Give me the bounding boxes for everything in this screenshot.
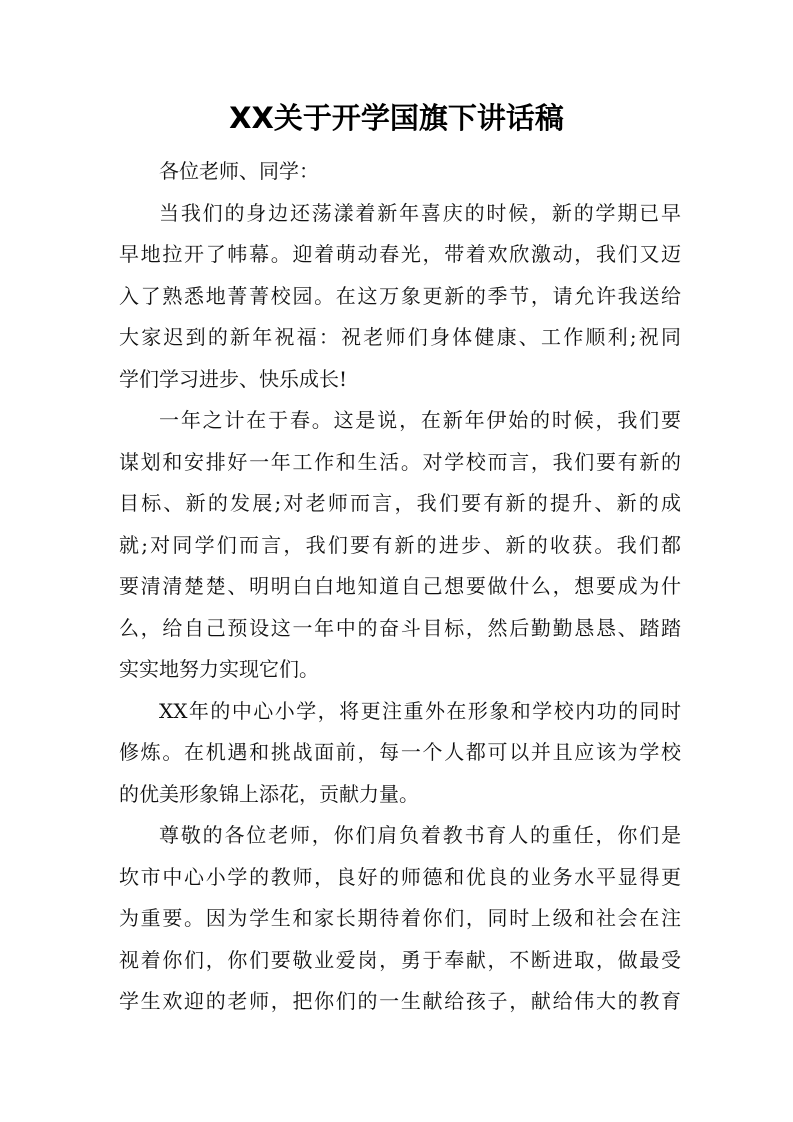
paragraph-line: 实实地努力实现它们。 xyxy=(119,657,319,681)
paragraph-line: 为重要。因为学生和家长期待着你们，同时上级和社会在注 xyxy=(119,906,681,930)
paragraph-line: 修炼。在机遇和挑战面前，每一个人都可以并且应该为学校 xyxy=(119,740,681,764)
paragraph-line: 就;对同学们而言，我们要有新的进步、新的收获。我们都 xyxy=(119,532,681,557)
paragraph-line: 一年之计在于春。这是说，在新年伊始的时候，我们要 xyxy=(159,408,681,432)
document-title: XX关于开学国旗下讲话稿 xyxy=(229,101,564,135)
paragraph-line: 的优美形象锦上添花，贡献力量。 xyxy=(119,781,419,806)
paragraph-line: 谋划和安排好一年工作和生活。对学校而言，我们要有新的 xyxy=(119,449,681,474)
paragraph-line: 视着你们，你们要敬业爱岗，勇于奉献，不断进取，做最受 xyxy=(119,947,681,972)
paragraph-line: 尊敬的各位老师，你们肩负着教书育人的重任，你们是 xyxy=(159,823,681,847)
paragraph-line: XX年的中心小学，将更注重外在形象和学校内功的同时 xyxy=(159,698,681,723)
paragraph-line: 大家迟到的新年祝福：祝老师们身体健康、工作顺利;祝同 xyxy=(119,325,681,349)
paragraph-line: 早地拉开了帏幕。迎着萌动春光，带着欢欣激动，我们又迈 xyxy=(119,242,681,266)
paragraph-line: 入了熟悉地菁菁校园。在这万象更新的季节，请允许我送给 xyxy=(119,283,681,308)
paragraph-line: 当我们的身边还荡漾着新年喜庆的时候，新的学期已早 xyxy=(159,200,681,225)
paragraph-line: 要清清楚楚、明明白白地知道自己想要做什么，想要成为什 xyxy=(119,574,681,598)
paragraph xyxy=(119,400,681,691)
paragraph-line: 目标、新的发展;对老师而言，我们要有新的提升、新的成 xyxy=(119,491,681,515)
paragraph-line: 么，给自己预设这一年中的奋斗目标，然后勤勤恳恳、踏踏 xyxy=(119,615,681,640)
paragraph xyxy=(119,193,681,401)
paragraph-line: 坎市中心小学的教师，良好的师德和优良的业务水平显得更 xyxy=(119,864,681,889)
paragraph-line: 学们学习进步、快乐成长! xyxy=(119,366,348,391)
greeting: 各位老师、同学： xyxy=(159,159,319,183)
paragraph xyxy=(119,815,681,1023)
paragraph-line: 学生欢迎的老师，把你们的一生献给孩子，献给伟大的教育 xyxy=(119,989,681,1013)
paragraph xyxy=(119,691,681,816)
document-body xyxy=(119,151,681,1023)
